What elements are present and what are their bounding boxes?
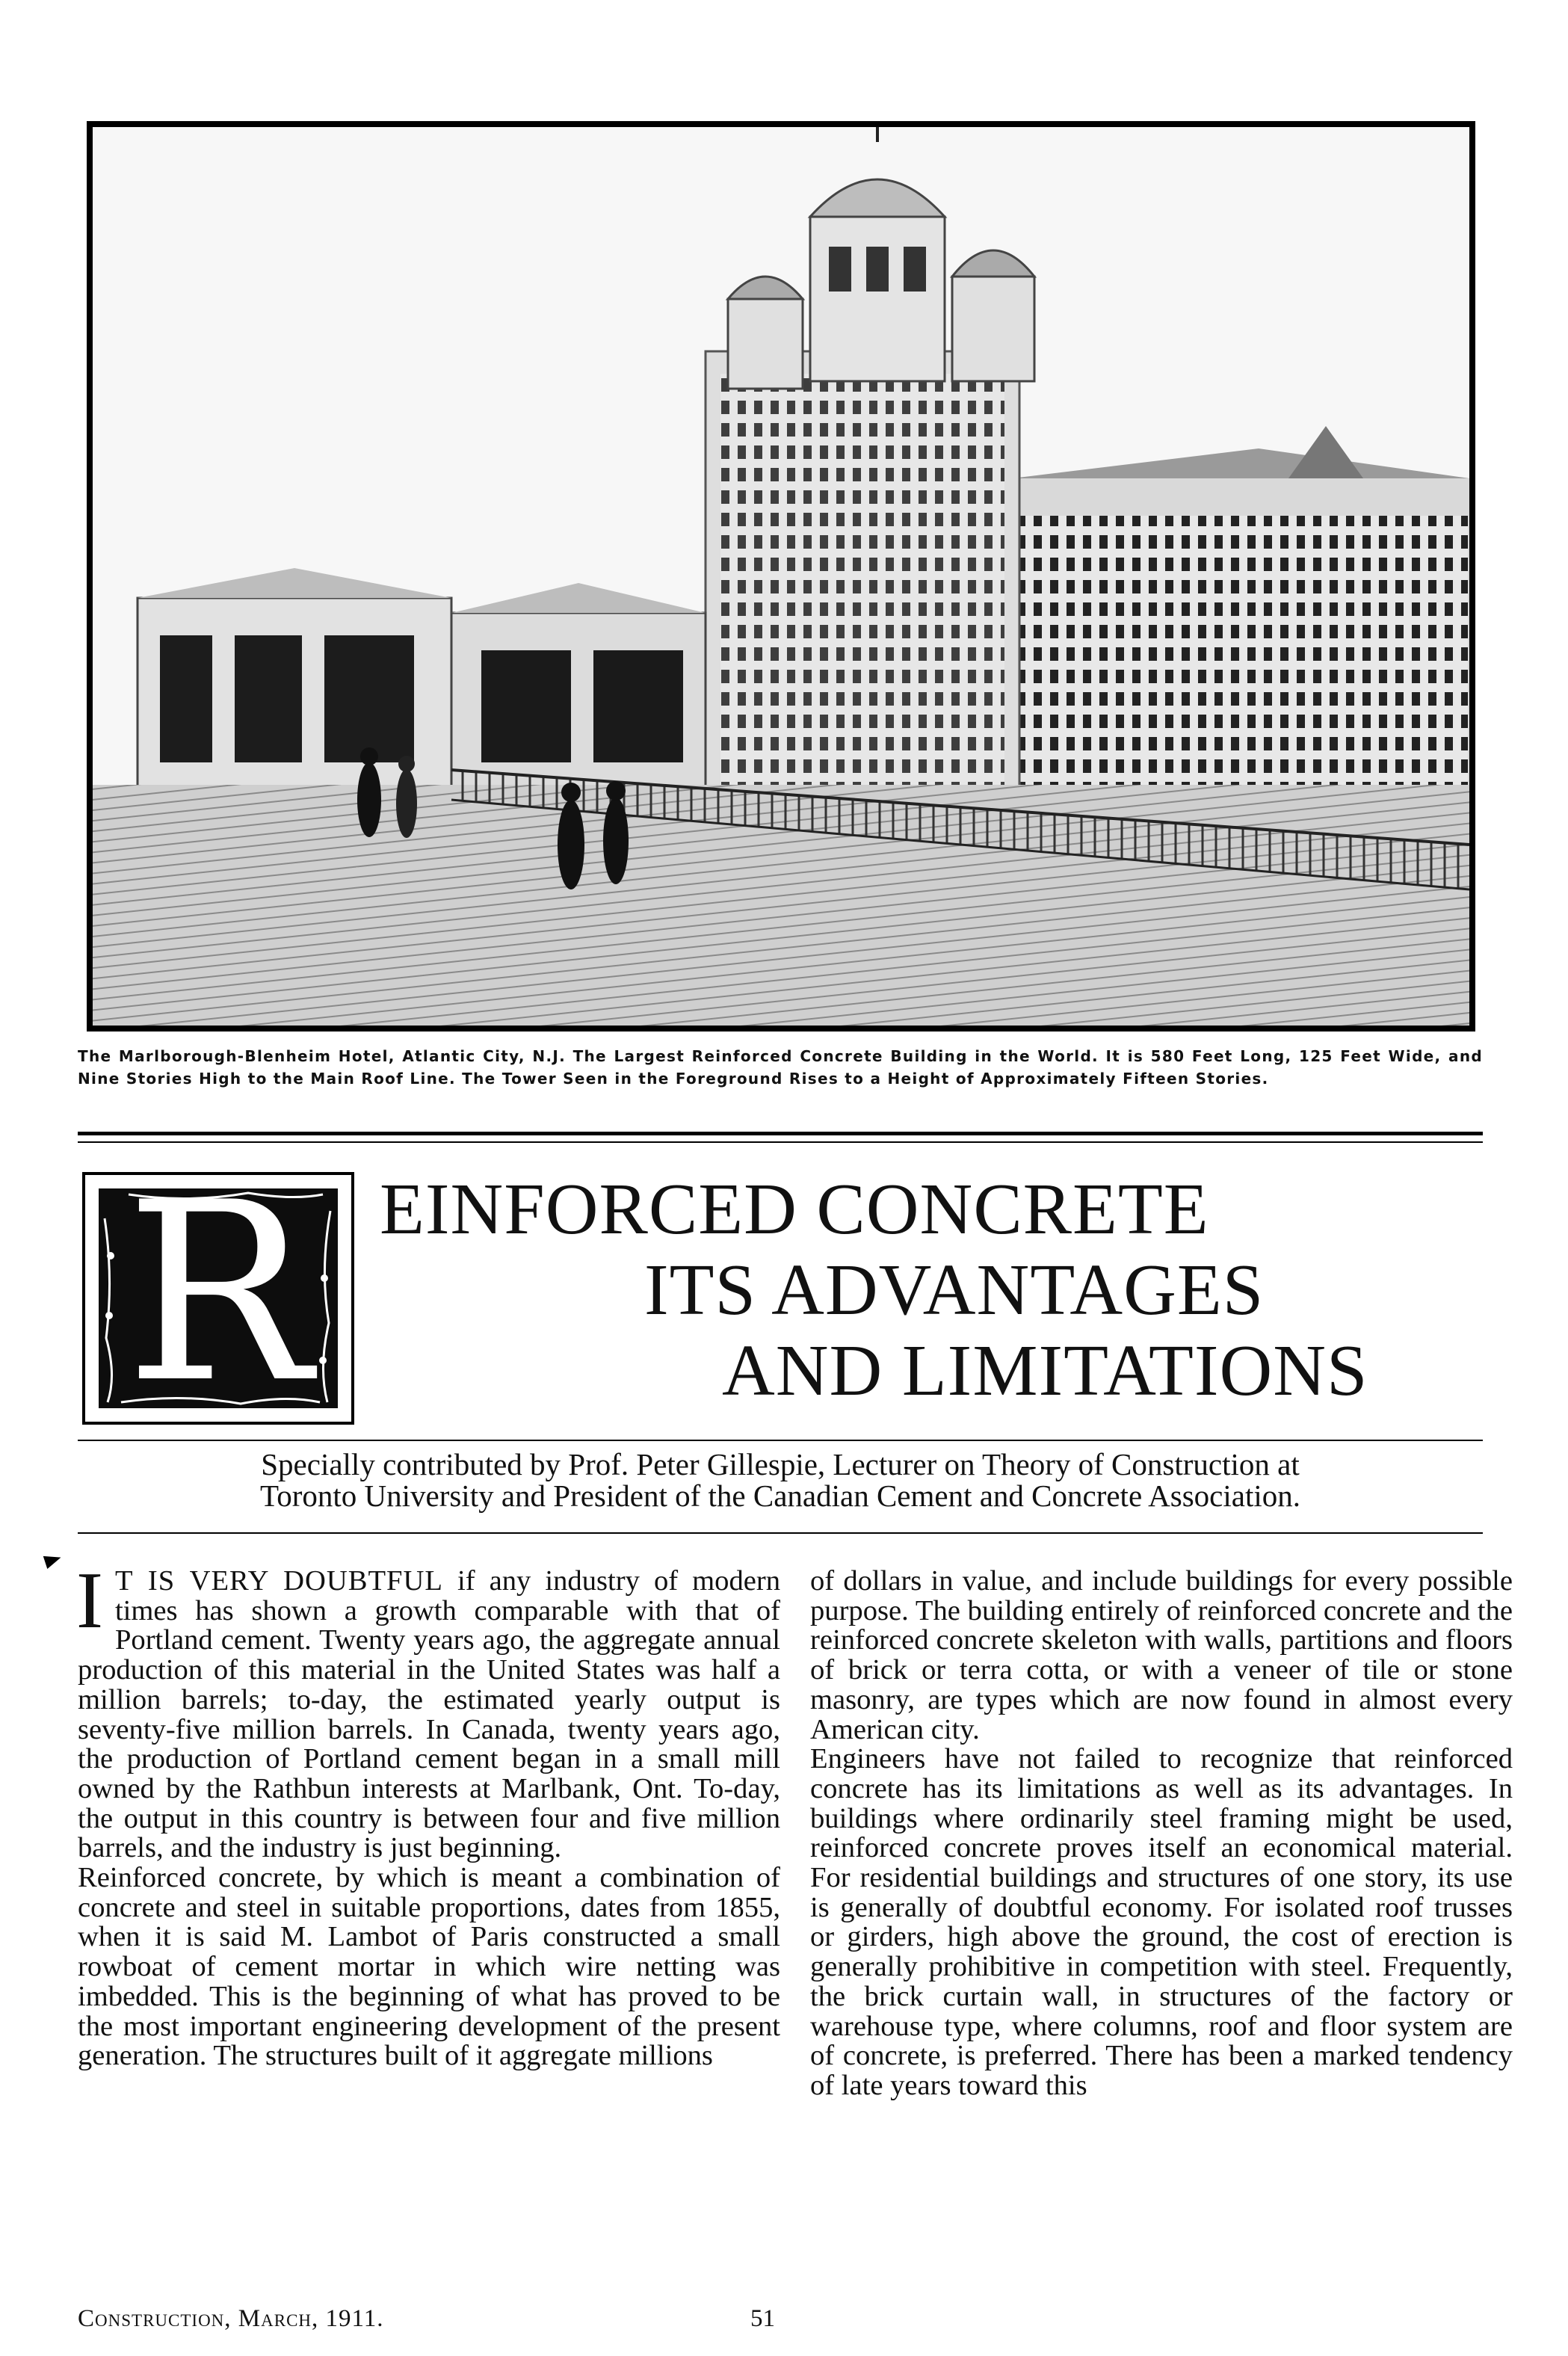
byline-rule-top — [78, 1440, 1483, 1441]
byline-line-2: Toronto University and President of the Canadian Cement and Concrete Association. — [260, 1478, 1300, 1513]
initial-letter: R — [125, 1188, 312, 1408]
top-rule-thin — [78, 1141, 1483, 1143]
hotel-photograph — [87, 121, 1475, 1031]
ornamental-initial — [82, 1172, 354, 1425]
title-line-2: ITS ADVANTAGES — [644, 1250, 1265, 1330]
hotel-illustration — [93, 127, 1469, 1026]
lead-small-caps: T IS VERY DOUBTFUL — [114, 1565, 443, 1597]
initial-panel — [99, 1188, 338, 1408]
article-paragraph: Reinforced concrete, by which is meant a combination of concrete and steel in suitable proportions, dates from 1855, when it is said M. Lambot of Paris constructed a small rowboat of cement mortar in which wire netting was imbedded. This is the beginning of what has proved to be the most important engineering development of the present generation. The structures built of it aggregate millions — [78, 1862, 780, 2072]
byline-rule-bottom — [78, 1532, 1483, 1534]
article-column-left — [76, 1556, 781, 2072]
article-column-right — [810, 1567, 1513, 2101]
lead-drop-cap: I — [76, 1556, 103, 1645]
paragraph-text: if any industry of modern times has shown a growth comparable with that of Portland cement. Twenty years ago, the aggregate annual production of this material in the United States was half a million barrels; to-day, the estimated yearly output is seventy-five million barrels. In Canada, twenty years ago, the production of Portland cement began in a small mill owned by the Rathbun interests at Marlbank, Ont. To-day, the output in this country is between four and five million barrels, and the industry is just beginning. — [78, 1565, 781, 1864]
page-number: 51 — [750, 2305, 775, 2332]
article-paragraph: of dollars in value, and include buildings for every possible purpose. The building entirely of reinforced concrete and the reinforced concrete skeleton with walls, partitions and floors of brick or terra cotta, or with a veneer of tile or stone masonry, are types which are now found in almost every American city. — [810, 1565, 1513, 1745]
title-line-1: EINFORCED CONCRETE — [380, 1169, 1209, 1250]
top-rule-thick — [78, 1132, 1483, 1135]
vine-ornament — [99, 1188, 338, 1408]
margin-arrow-mark — [43, 1551, 63, 1569]
byline-line-1: Specially contributed by Prof. Peter Gillespie, Lecturer on Theory of Construction at — [261, 1447, 1300, 1481]
byline — [78, 1449, 1483, 1511]
journal-name: Construction, March, 1911. — [78, 2305, 384, 2332]
title-line-3: AND LIMITATIONS — [722, 1330, 1368, 1411]
photo-caption: The Marlborough-Blenheim Hotel, Atlantic City, N.J. The Largest Reinforced Concrete Building in the World. It is 580 Feet Long, 125 Feet Wide, and Nine Stories High to the Main Roof Line. The Tower Seen in the Foreground Rises to a Height of Approximately Fifteen Stories. — [78, 1047, 1483, 1088]
article-paragraph — [76, 1556, 781, 1864]
article-paragraph: Engineers have not failed to recognize that reinforced concrete has its limitations as well as its advantages. In buildings where ordinarily steel framing might be used, reinforced concrete proves itself an economical material. For residential buildings and structures of one story, its use is generally of doubtful economy. For isolated roof trusses or girders, high above the ground, the cost of erection is generally prohibitive in competition with steel. Frequently, the brick curtain wall, in structures of the factory or warehouse type, where columns, roof and floor system are of concrete, is preferred. There has been a marked tendency of late years toward this — [810, 1743, 1513, 2101]
